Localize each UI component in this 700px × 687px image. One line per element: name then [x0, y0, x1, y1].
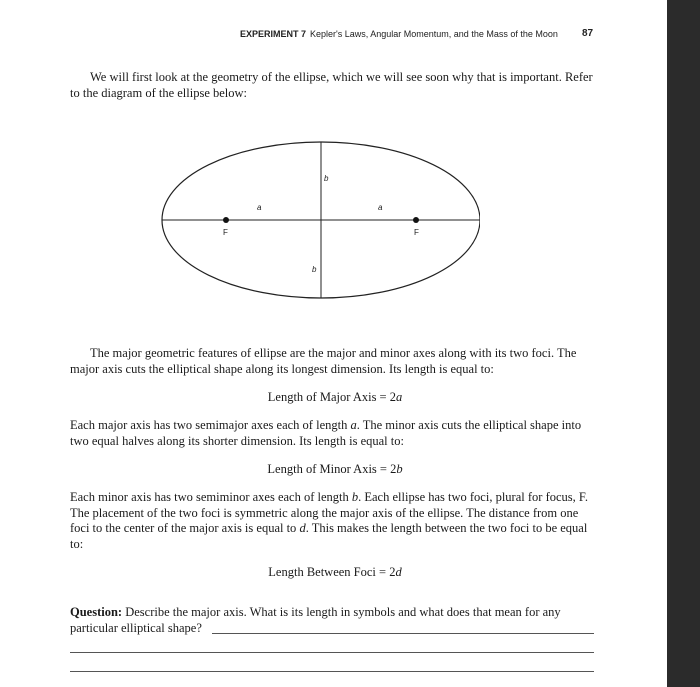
semiminor-paragraph: [70, 490, 600, 552]
question-block: [70, 605, 600, 636]
question-label: Question:: [70, 605, 123, 619]
equation-minor-axis: [70, 462, 600, 477]
intro-paragraph: We will first look at the geometry of the ellipse, which we will see soon why that is important. Refer to the diagram of the ellipse below:: [70, 70, 593, 100]
equation-foci-text: Length Between Foci = 2: [268, 565, 396, 579]
semiminor-text-3: . This makes the length between the two foci to be equal to:: [70, 521, 588, 551]
semiminor-label-bottom: b: [312, 265, 317, 274]
semiminor-var-d: d: [299, 521, 306, 535]
equation-major-text: Length of Major Axis = 2: [267, 390, 396, 404]
semimajor-paragraph: [70, 418, 600, 449]
answer-line-3[interactable]: [70, 671, 594, 672]
running-head: [240, 29, 558, 39]
equation-major-var: a: [395, 390, 403, 404]
semiminor-text-1: Each minor axis has two semiminor axes each of length: [70, 490, 352, 504]
experiment-number: EXPERIMENT 7: [240, 29, 307, 39]
page-number: 87: [582, 28, 594, 39]
semiminor-text-2: . Each ellipse has two foci, plural for focus, F. The placement of the two foci is symmetric along the major axis of the ellipse. The distance from one foci to the center of the major axis is equal to: [70, 490, 588, 535]
features-paragraph: The major geometric features of ellipse are the major and minor axes along with its two foci. The major axis cuts the elliptical shape along its longest dimension. Its length is equal to:: [70, 346, 577, 376]
semimajor-label-left: a: [257, 203, 262, 212]
focus-left-point: [223, 217, 229, 223]
focus-label-right: F: [414, 228, 419, 237]
equation-foci: [70, 565, 600, 580]
chapter-title: Kepler's Laws, Angular Momentum, and the Mass of the Moon: [310, 29, 558, 39]
ellipse-diagram: [160, 140, 480, 320]
question-text: Describe the major axis. What is its length in symbols and what does that mean for any particular elliptical shape?: [70, 605, 561, 635]
semiminor-var-b: b: [351, 490, 359, 504]
semiminor-label-top: b: [324, 174, 329, 183]
semimajor-text-2: . The minor axis cuts the elliptical shape into two equal halves along its shorter dimension. Its length is equal to:: [70, 418, 582, 448]
equation-minor-text: Length of Minor Axis = 2: [267, 462, 397, 476]
semimajor-var: a: [350, 418, 357, 432]
equation-foci-var: d: [395, 565, 402, 579]
viewer-scrollbar[interactable]: [667, 0, 700, 687]
semimajor-text-1: Each major axis has two semimajor axes each of length: [70, 418, 351, 432]
answer-line-2[interactable]: [70, 652, 594, 653]
equation-major-axis: [70, 390, 600, 405]
semimajor-label-right: a: [378, 203, 383, 212]
answer-line-1[interactable]: [212, 633, 594, 634]
focus-right-point: [413, 217, 419, 223]
focus-label-left: F: [223, 228, 228, 237]
equation-minor-var: b: [396, 462, 403, 476]
